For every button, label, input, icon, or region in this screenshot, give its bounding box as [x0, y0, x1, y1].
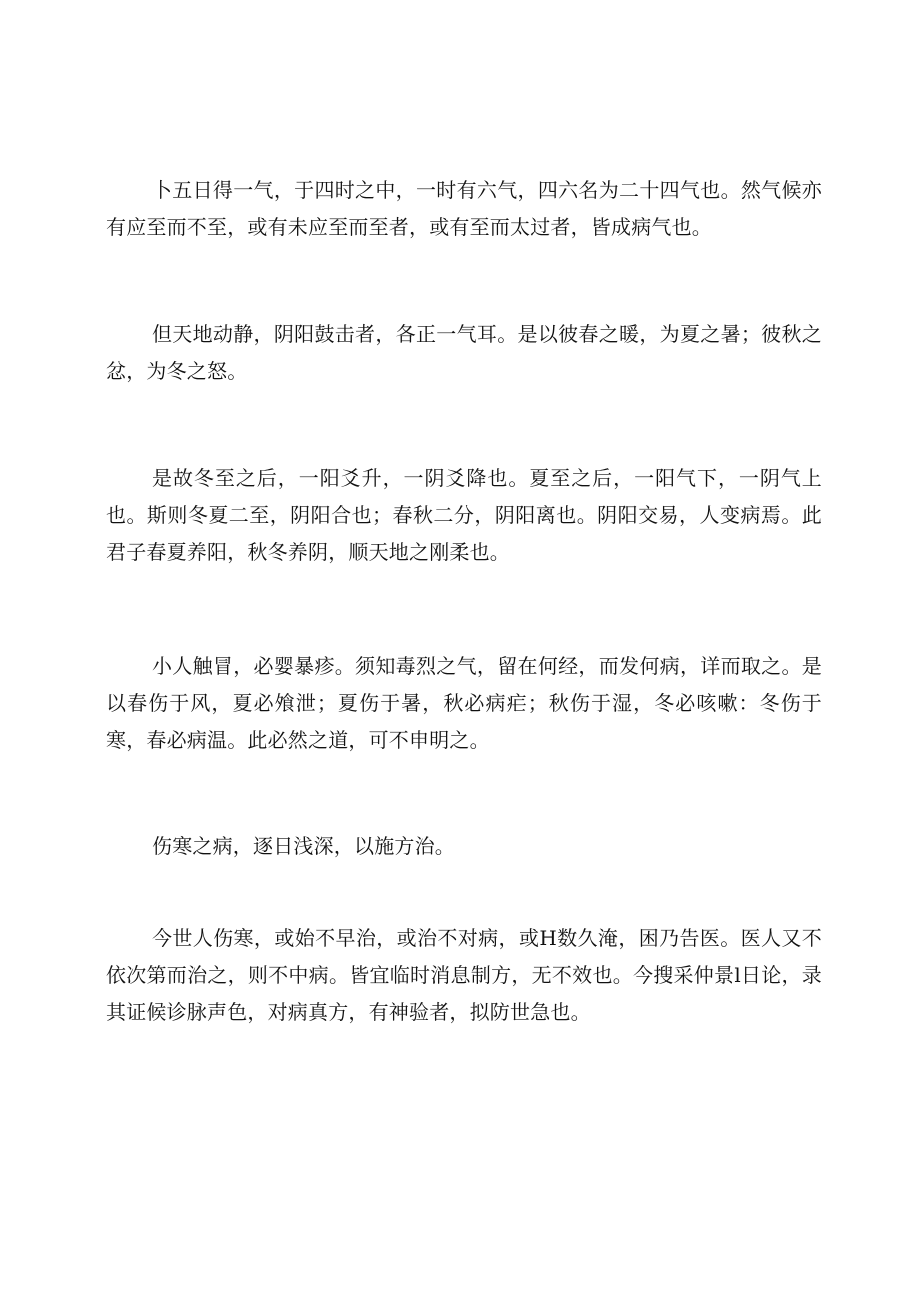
paragraph-cold-disease: 伤寒之病，逐日浅深，以施方治。: [152, 834, 455, 858]
paragraph-treatment: 今世人伤寒，或始不早治，或治不对病，或H数久淹，困乃告医。医人又不依次第而治之，则不中病。皆宜临时消息制方，无不效也。今搜采仲景l日论，录其证候诊脉声色，对病真方，有神验者，拟防世急也。: [106, 926, 822, 1024]
paragraph-heaven-earth: 但天地动静，阴阳鼓击者，各正一气耳。是以彼春之暖，为夏之暑；彼秋之忿，为冬之怒。: [106, 322, 822, 383]
paragraph-solstices: 是故冬至之后，一阳爻升，一阴爻降也。夏至之后，一阳气下，一阴气上也。斯则冬夏二至，阴阳合也；春秋二分，阴阳离也。阴阳交易，人变病焉。此君子春夏养阳，秋冬养阴，顺天地之刚柔也。: [106, 466, 822, 564]
paragraph-seasonal-illness: 小人触冒，必婴暴疹。须知毒烈之气，留在何经，而发何病，详而取之。是以春伤于风，夏必飧泄；夏伤于暑，秋必病疟；秋伤于湿，冬必咳嗽：冬伤于寒，春必病温。此必然之道，可不申明之。: [106, 654, 822, 752]
paragraph-qi-seasons: 卜五日得一气，于四时之中，一时有六气，四六名为二十四气也。然气候亦有应至而不至，或有未应至而至者，或有至而太过者，皆成病气也。: [106, 178, 822, 239]
